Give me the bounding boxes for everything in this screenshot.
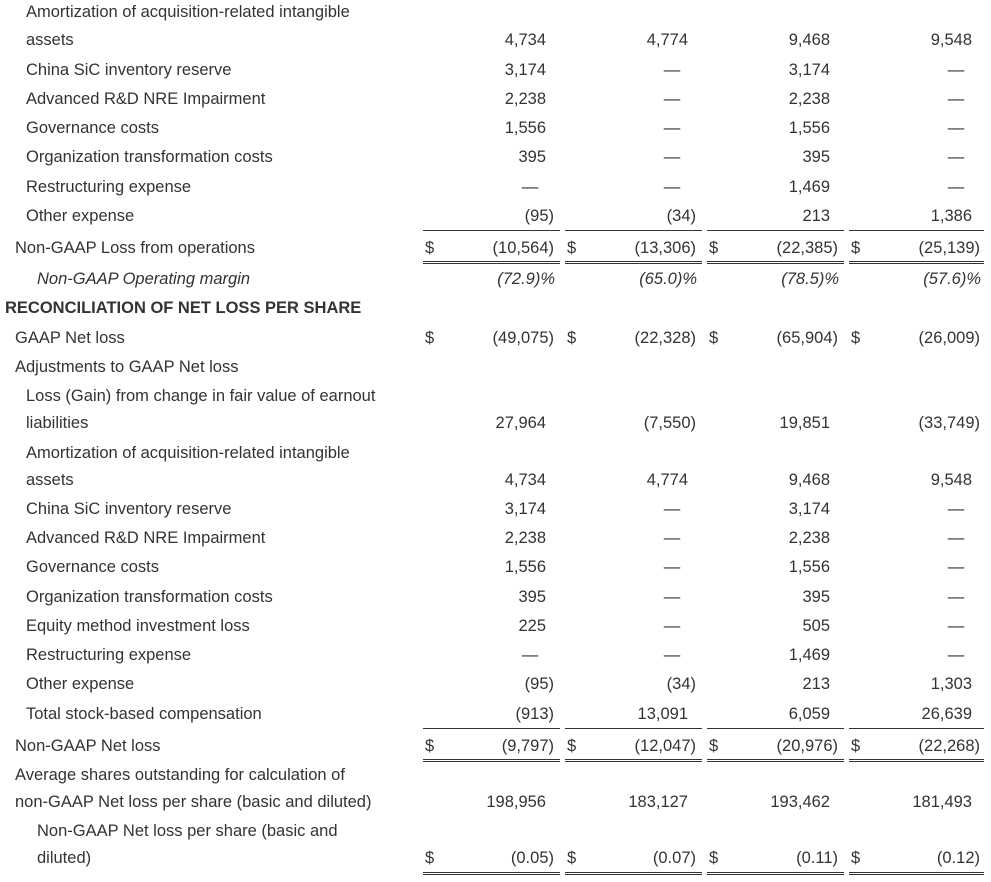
subtotal-rule xyxy=(849,728,984,729)
currency-symbol: $ xyxy=(851,737,861,755)
currency-symbol: $ xyxy=(425,329,435,347)
cell-value: — xyxy=(663,61,681,79)
table-row xyxy=(0,497,991,521)
cell-value: — xyxy=(663,617,681,635)
cell-value: 9,548 xyxy=(930,31,972,49)
currency-symbol: $ xyxy=(709,239,719,257)
cell-value: 1,386 xyxy=(930,207,972,225)
currency-symbol: $ xyxy=(425,239,435,257)
table-row xyxy=(0,355,991,379)
table-row xyxy=(0,384,991,408)
row-label-cont: diluted) xyxy=(37,849,92,867)
cell-value: 4,734 xyxy=(504,471,546,489)
cell-value: 181,493 xyxy=(912,793,972,811)
cell-value: (34) xyxy=(666,207,696,225)
cell-value: 1,303 xyxy=(930,675,972,693)
table-row xyxy=(0,411,991,435)
total-rule xyxy=(849,261,984,264)
subtotal-rule xyxy=(849,230,984,231)
cell-value: — xyxy=(947,178,965,196)
cell-value: — xyxy=(663,178,681,196)
table-row xyxy=(0,0,991,24)
cell-value: 1,556 xyxy=(788,119,830,137)
cell-value: — xyxy=(521,646,539,664)
currency-symbol: $ xyxy=(709,849,719,867)
cell-value: (7,550) xyxy=(643,414,696,432)
cell-value: (913) xyxy=(515,705,554,723)
cell-value: 27,964 xyxy=(495,414,546,432)
cell-value: 505 xyxy=(802,617,830,635)
row-label: Advanced R&D NRE Impairment xyxy=(26,90,266,108)
row-label: Non-GAAP Loss from operations xyxy=(15,239,255,257)
cell-value: — xyxy=(663,529,681,547)
cell-value: — xyxy=(947,500,965,518)
cell-value: 395 xyxy=(802,588,830,606)
cell-value: — xyxy=(947,61,965,79)
cell-value: — xyxy=(947,90,965,108)
cell-value: — xyxy=(947,617,965,635)
subtotal-rule xyxy=(423,728,560,729)
row-label: Equity method investment loss xyxy=(26,617,250,635)
row-label: Non-GAAP Net loss xyxy=(15,737,161,755)
cell-value: (57.6)% xyxy=(923,270,981,288)
table-row xyxy=(0,702,991,726)
currency-symbol: $ xyxy=(567,737,577,755)
table-row-total xyxy=(0,846,991,870)
table-row xyxy=(0,116,991,140)
table-row xyxy=(0,58,991,82)
row-label: Restructuring expense xyxy=(26,646,192,664)
cell-value: 3,174 xyxy=(504,500,546,518)
cell-value: (13,306) xyxy=(634,239,696,257)
table-row-margin xyxy=(0,267,991,291)
cell-value: 9,468 xyxy=(788,31,830,49)
table-row xyxy=(0,326,991,350)
cell-value: (65,904) xyxy=(776,329,838,347)
cell-value: — xyxy=(947,588,965,606)
total-rule xyxy=(423,872,560,875)
table-row xyxy=(0,87,991,111)
row-label: Governance costs xyxy=(26,119,159,137)
cell-value: (95) xyxy=(524,207,554,225)
row-label: GAAP Net loss xyxy=(15,329,125,347)
currency-symbol: $ xyxy=(851,329,861,347)
cell-value: 4,774 xyxy=(646,471,688,489)
cell-value: 198,956 xyxy=(486,793,546,811)
table-row xyxy=(0,819,991,843)
row-label: Amortization of acquisition-related intangible xyxy=(26,444,350,462)
subtotal-rule xyxy=(707,728,844,729)
cell-value: 2,238 xyxy=(788,90,830,108)
cell-value: 3,174 xyxy=(504,61,546,79)
row-label: Non-GAAP Net loss per share (basic and xyxy=(37,822,338,840)
cell-value: (12,047) xyxy=(634,737,696,755)
currency-symbol: $ xyxy=(851,849,861,867)
row-label-cont: liabilities xyxy=(26,414,89,432)
subtotal-rule xyxy=(707,230,844,231)
cell-value: (0.07) xyxy=(652,849,696,867)
cell-value: (9,797) xyxy=(501,737,554,755)
total-rule xyxy=(707,759,844,762)
currency-symbol: $ xyxy=(425,737,435,755)
total-rule xyxy=(849,759,984,762)
row-label: Other expense xyxy=(26,675,135,693)
total-rule xyxy=(565,261,702,264)
cell-value: 19,851 xyxy=(779,414,830,432)
cell-value: (25,139) xyxy=(918,239,980,257)
table-row xyxy=(0,204,991,228)
cell-value: — xyxy=(947,529,965,547)
cell-value: 3,174 xyxy=(788,500,830,518)
total-rule xyxy=(423,759,560,762)
table-row xyxy=(0,468,991,492)
row-label: Loss (Gain) from change in fair value of earnout xyxy=(26,387,376,405)
section-heading xyxy=(0,296,991,320)
cell-value: 9,468 xyxy=(788,471,830,489)
cell-value: (65.0)% xyxy=(639,270,697,288)
currency-symbol: $ xyxy=(567,849,577,867)
cell-value: 13,091 xyxy=(637,705,688,723)
cell-value: 1,556 xyxy=(504,558,546,576)
row-label: Organization transformation costs xyxy=(26,148,273,166)
cell-value: — xyxy=(663,646,681,664)
cell-value: — xyxy=(521,178,539,196)
cell-value: (0.11) xyxy=(796,849,838,867)
cell-value: 2,238 xyxy=(788,529,830,547)
cell-value: 395 xyxy=(802,148,830,166)
currency-symbol: $ xyxy=(425,849,435,867)
row-label: Governance costs xyxy=(26,558,159,576)
row-label: Amortization of acquisition-related intangible xyxy=(26,3,350,21)
currency-symbol: $ xyxy=(709,737,719,755)
row-label-cont: assets xyxy=(26,31,74,49)
row-label: China SiC inventory reserve xyxy=(26,61,232,79)
cell-value: (0.05) xyxy=(510,849,554,867)
cell-value: 3,174 xyxy=(788,61,830,79)
cell-value: 1,556 xyxy=(788,558,830,576)
cell-value: (20,976) xyxy=(776,737,838,755)
cell-value: 395 xyxy=(518,588,546,606)
table-row xyxy=(0,145,991,169)
row-label-cont: non-GAAP Net loss per share (basic and diluted) xyxy=(15,793,372,811)
cell-value: 1,469 xyxy=(788,178,830,196)
row-label: Restructuring expense xyxy=(26,178,192,196)
cell-value: (0.12) xyxy=(936,849,980,867)
cell-value: 1,556 xyxy=(504,119,546,137)
cell-value: — xyxy=(947,558,965,576)
cell-value: (72.9)% xyxy=(497,270,555,288)
currency-symbol: $ xyxy=(709,329,719,347)
total-rule xyxy=(707,261,844,264)
table-row xyxy=(0,526,991,550)
table-row xyxy=(0,614,991,638)
total-rule xyxy=(707,872,844,875)
row-label: Non-GAAP Operating margin xyxy=(37,270,251,288)
table-row-total xyxy=(0,236,991,260)
row-label: Advanced R&D NRE Impairment xyxy=(26,529,266,547)
subtotal-rule xyxy=(423,230,560,231)
cell-value: — xyxy=(663,90,681,108)
total-rule xyxy=(423,261,560,264)
cell-value: — xyxy=(663,119,681,137)
cell-value: (95) xyxy=(524,675,554,693)
cell-value: — xyxy=(663,148,681,166)
section-heading-label: RECONCILIATION OF NET LOSS PER SHARE xyxy=(5,299,362,317)
cell-value: (49,075) xyxy=(492,329,554,347)
row-label: Other expense xyxy=(26,207,135,225)
row-label: China SiC inventory reserve xyxy=(26,500,232,518)
cell-value: (26,009) xyxy=(918,329,980,347)
table-row xyxy=(0,175,991,199)
currency-symbol: $ xyxy=(567,329,577,347)
cell-value: 2,238 xyxy=(504,529,546,547)
cell-value: — xyxy=(947,646,965,664)
cell-value: 4,774 xyxy=(646,31,688,49)
cell-value: — xyxy=(663,588,681,606)
cell-value: — xyxy=(947,119,965,137)
total-rule xyxy=(849,872,984,875)
row-label-cont: assets xyxy=(26,471,74,489)
table-row-total xyxy=(0,734,991,758)
cell-value: 9,548 xyxy=(930,471,972,489)
total-rule xyxy=(565,872,702,875)
table-row xyxy=(0,441,991,465)
table-row xyxy=(0,790,991,814)
table-row xyxy=(0,763,991,787)
table-row xyxy=(0,585,991,609)
cell-value: — xyxy=(663,558,681,576)
row-label: Average shares outstanding for calculation of xyxy=(15,766,345,784)
cell-value: 213 xyxy=(802,207,830,225)
currency-symbol: $ xyxy=(851,239,861,257)
cell-value: — xyxy=(947,148,965,166)
cell-value: — xyxy=(663,500,681,518)
row-label: Organization transformation costs xyxy=(26,588,273,606)
table-row xyxy=(0,555,991,579)
cell-value: 4,734 xyxy=(504,31,546,49)
cell-value: 183,127 xyxy=(628,793,688,811)
cell-value: (22,385) xyxy=(776,239,838,257)
table-row xyxy=(0,28,991,52)
cell-value: (22,268) xyxy=(918,737,980,755)
row-label: Adjustments to GAAP Net loss xyxy=(15,358,239,376)
cell-value: (78.5)% xyxy=(781,270,839,288)
cell-value: 26,639 xyxy=(921,705,972,723)
cell-value: (10,564) xyxy=(492,239,554,257)
cell-value: (22,328) xyxy=(634,329,696,347)
row-label: Total stock-based compensation xyxy=(26,705,262,723)
cell-value: 225 xyxy=(518,617,546,635)
cell-value: 193,462 xyxy=(770,793,830,811)
table-row xyxy=(0,672,991,696)
currency-symbol: $ xyxy=(567,239,577,257)
cell-value: 6,059 xyxy=(788,705,830,723)
table-row xyxy=(0,643,991,667)
cell-value: (34) xyxy=(666,675,696,693)
cell-value: 2,238 xyxy=(504,90,546,108)
subtotal-rule xyxy=(565,230,702,231)
total-rule xyxy=(565,759,702,762)
cell-value: 1,469 xyxy=(788,646,830,664)
cell-value: 395 xyxy=(518,148,546,166)
cell-value: (33,749) xyxy=(918,414,980,432)
subtotal-rule xyxy=(565,728,702,729)
cell-value: 213 xyxy=(802,675,830,693)
